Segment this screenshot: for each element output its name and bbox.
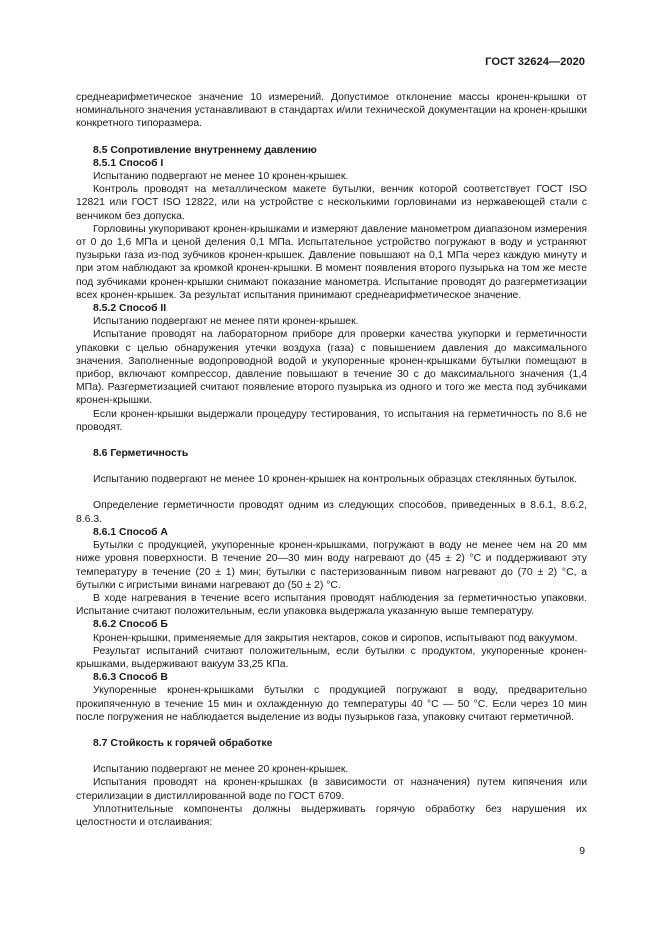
paragraph: Бутылки с продукцией, укупоренные кронен-крышками, погружают в воду не менее чем на 20 мм ниже уровня поверхности. В течение 20—30 мин воду нагревают до (45 ± 2) °С и поддерживают эту температуру в течение (20 ± 1) мин; бутылки с пастеризованным пивом нагревают до (70 ± 2) °С, а бутылки с игристыми винами нагревают до (50 ± 2) °С.	[76, 540, 587, 591]
subsection-heading-8-6-3: 8.6.3 Способ В	[93, 672, 168, 684]
paragraph: Испытанию подвергают не менее 10 кронен-крышек.	[93, 171, 349, 183]
paragraph: Контроль проводят на металлическом макете бутылки, венчик которой соответствует ГОСТ ISO 12821 или ГОСТ ISO 12822, или на устройстве с несколькими горловинами из нержавеющей стали с венчиком без допуска.	[76, 184, 587, 222]
document-body	[76, 91, 587, 829]
paragraph: Результат испытаний считают положительным, если бутылки с продуктом, укупоренные кронен-крышками, выдерживают вакуум 33,25 КПа.	[76, 645, 587, 670]
paragraph: Определение герметичности проводят одним из следующих способов, приведенных в 8.6.1, 8.6.2, 8.6.3.	[76, 500, 587, 525]
subsection-heading-8-6-1: 8.6.1 Способ А	[93, 526, 168, 538]
paragraph: среднеарифметическое значение 10 измерений. Допустимое отклонение массы кронен-крышки от номинального значения устанавливают в стандартах и/или технической документации на кронен-крышки конкретного типоразмера.	[76, 92, 587, 130]
paragraph: Уплотнительные компоненты должны выдерживать горячую обработку без нарушения их целостности и отслаивания:	[76, 803, 587, 828]
paragraph: Горловины укупоривают кронен-крышками и измеряют давление манометром диапазоном измерения от 0 до 1,6 МПа и ценой деления 0,1 МПа. Испытательное устройство погружают в воду и устраняют пузырьки газа из-под зубчиков кронен-крышек. Давление повышают на 0,1 МПа через каждую минуту и при этом наблюдают за кромкой кронен-крышки. В момент появления второго пузырька на том же месте под зубчиками кронен-крышки снимают показание манометра. Испытание проводят до разгерметизации всех кронен-крышек. За результат испытания принимают среднеарифметическое значение.	[76, 223, 587, 301]
section-heading-8-7: 8.7 Стойкость к горячей обработке	[93, 737, 273, 749]
subsection-heading-8-5-2: 8.5.2 Способ II	[93, 303, 167, 315]
subsection-heading-8-5-1: 8.5.1 Способ I	[93, 157, 164, 169]
standard-designation: ГОСТ 32624—2020	[485, 56, 585, 68]
section-heading-8-5: 8.5 Сопротивление внутреннему давлению	[93, 144, 317, 156]
paragraph: Если кронен-крышки выдержали процедуру тестирования, то испытания на герметичность по 8.6 не проводят.	[76, 408, 587, 433]
section-heading-8-6: 8.6 Герметичность	[93, 448, 189, 460]
paragraph: Испытания проводят на кронен-крышках (в зависимости от назначения) путем кипячения или стерилизации в дистиллированной воде по ГОСТ 6709.	[76, 777, 587, 802]
paragraph: Испытанию подвергают не менее пяти кронен-крышек.	[93, 316, 359, 328]
paragraph: Укупоренные кронен-крышками бутылки с продукцией погружают в воду, предварительно прокипяченную в течение 15 мин и охлажденную до температуры 40 °С — 50 °С. Если через 10 мин после погружения не наблюдается выделение из воды пузырьков газа, упаковку считают герметичной.	[76, 685, 587, 723]
paragraph: Кронен-крышки, применяемые для закрытия нектаров, соков и сиропов, испытывают под вакуумом.	[93, 632, 578, 644]
paragraph: В ходе нагревания в течение всего испытания проводят наблюдения за герметичностью упаковки. Испытание считают положительным, если упаковка выдержала указанную выше температуру.	[76, 592, 587, 618]
paragraph: Испытанию подвергают не менее 20 кронен-крышек.	[93, 764, 349, 776]
page-number: 9	[579, 846, 585, 857]
subsection-heading-8-6-2: 8.6.2 Способ Б	[93, 619, 168, 631]
paragraph: Испытание проводят на лабораторном приборе для проверки качества укупорки и герметичности упаковки с целью обнаружения утечки воздуха (газа) с повышением давления до максимального значения. Заполненные водопроводной водой и укупоренные кронен-крышками бутылки помещают в прибор, включают компрессор, давление повышают в течение 30 с до максимального значения (1,4 МПа). Разгерметизацией считают появление второго пузырька из одного и того же места под зубчиками кронен-крышки.	[76, 329, 587, 407]
paragraph: Испытанию подвергают не менее 10 кронен-крышек на контрольных образцах стеклянных бутылок.	[93, 474, 577, 486]
